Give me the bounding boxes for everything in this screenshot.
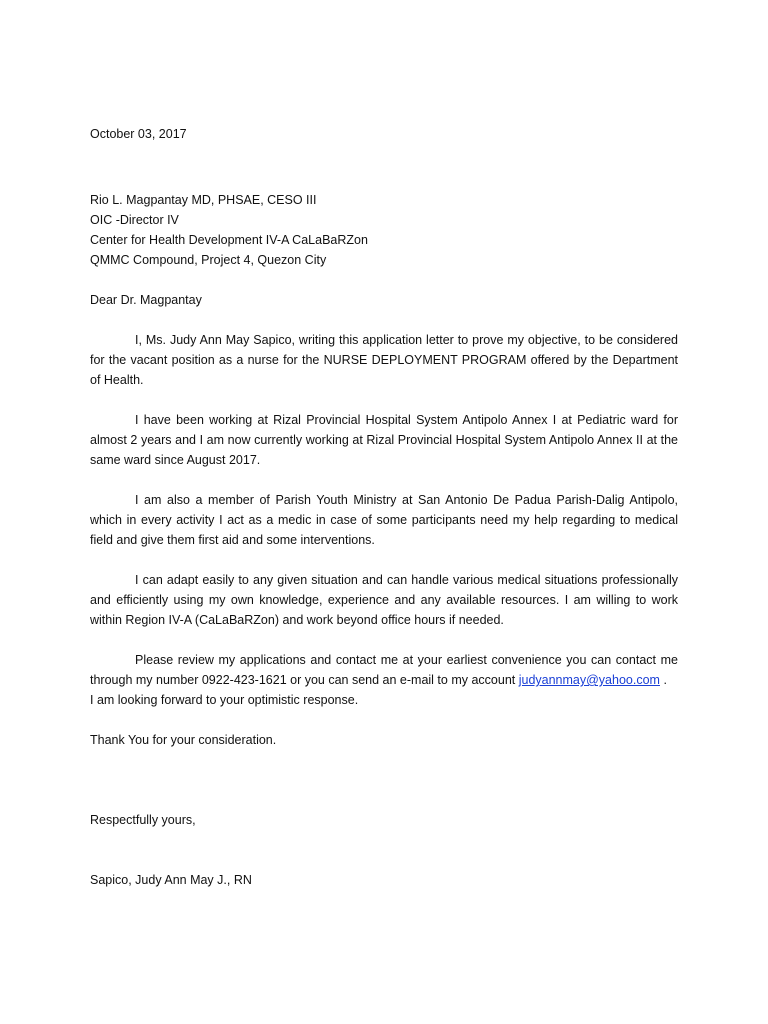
paragraph-1-text: I, Ms. Judy Ann May Sapico, writing this application letter to prove my objective, to be considered for the vacant position as a nurse for the NURSE DEPLOYMENT PROGRAM offered by the Department of Health. <box>90 333 678 387</box>
paragraph-5 <box>90 650 678 710</box>
paragraph-3-text: I am also a member of Parish Youth Ministry at San Antonio De Padua Parish-Dalig Antipolo, which in every activity I act as a medic in case of some participants need my help regarding to medical field and give them first aid and some interventions. <box>90 493 678 547</box>
paragraph-4-text: I can adapt easily to any given situation and can handle various medical situations professionally and efficiently using my own knowledge, experience and any available resources. I am willing to work within Region IV-A (CaLaBaRZon) and work beyond office hours if needed. <box>90 573 678 627</box>
paragraph-2 <box>90 410 678 470</box>
recipient-address: QMMC Compound, Project 4, Quezon City <box>90 253 327 267</box>
salutation <box>90 290 678 310</box>
letter-date <box>90 124 678 144</box>
date-text: October 03, 2017 <box>90 127 187 141</box>
recipient-office: Center for Health Development IV-A CaLaBaRZon <box>90 233 368 247</box>
closing-line <box>90 810 678 830</box>
thanks-line <box>90 730 678 750</box>
paragraph-1 <box>90 330 678 390</box>
recipient-position: OIC -Director IV <box>90 213 179 227</box>
recipient-name: Rio L. Magpantay MD, PHSAE, CESO III <box>90 193 317 207</box>
paragraph-4 <box>90 570 678 630</box>
paragraph-5-body <box>90 650 678 690</box>
recipient-block <box>90 190 678 270</box>
salutation-text: Dear Dr. Magpantay <box>90 293 202 307</box>
paragraph-5-closing-line: I am looking forward to your optimistic response. <box>90 693 359 707</box>
closing-text: Respectfully yours, <box>90 813 196 827</box>
thanks-text: Thank You for your consideration. <box>90 733 277 747</box>
signature-line <box>90 870 678 890</box>
paragraph-5-period: . <box>659 673 667 687</box>
paragraph-2-text: I have been working at Rizal Provincial Hospital System Antipolo Annex I at Pediatric ward for almost 2 years and I am now currently working at Rizal Provincial Hospital System Antipolo Annex II at the same ward since August 2017. <box>90 413 678 467</box>
paragraph-5-text: Please review my applications and contact me at your earliest convenience you can contact me through my number 0922-423-1621 or you can send an e-mail to my account <box>90 653 678 687</box>
paragraph-3 <box>90 490 678 550</box>
signature-text: Sapico, Judy Ann May J., RN <box>90 873 252 887</box>
email-link[interactable]: judyannmay@yahoo.com <box>518 673 660 687</box>
